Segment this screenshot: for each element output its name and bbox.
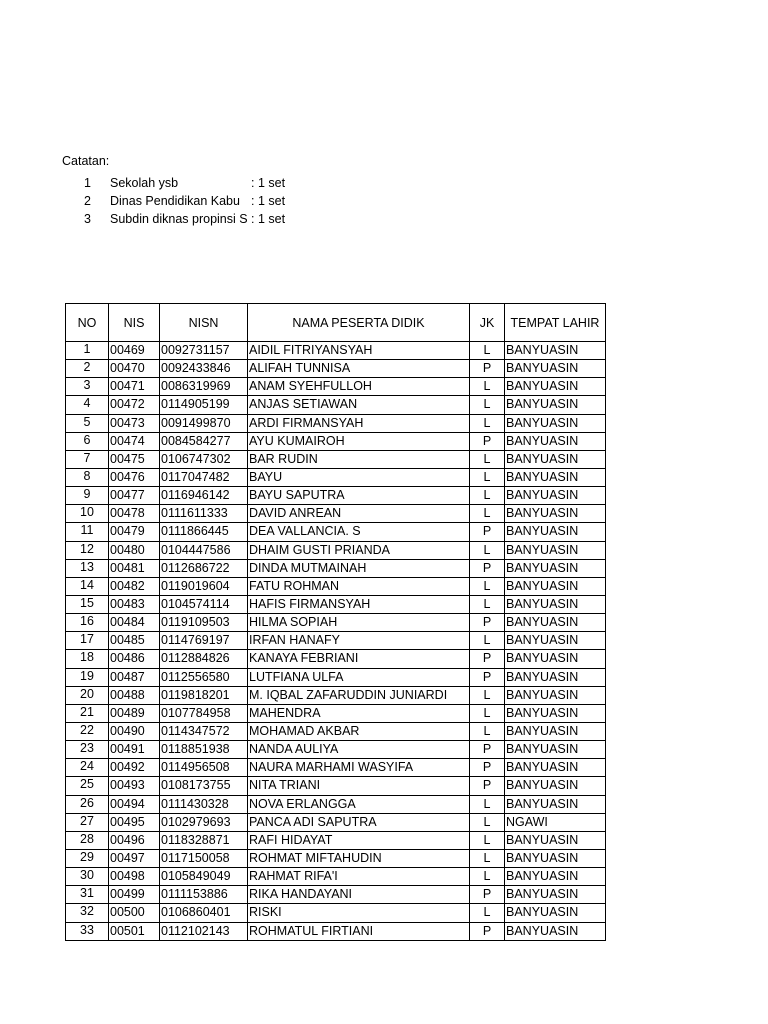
cell-place: BANYUASIN <box>505 378 606 396</box>
cell-place: BANYUASIN <box>505 541 606 559</box>
cell-nisn: 0114956508 <box>160 759 248 777</box>
cell-no: 21 <box>66 704 109 722</box>
cell-name: MAHENDRA <box>248 704 470 722</box>
cell-name: RISKI <box>248 904 470 922</box>
table-row <box>66 378 606 396</box>
cell-no: 20 <box>66 686 109 704</box>
cell-no: 31 <box>66 886 109 904</box>
cell-no: 10 <box>66 505 109 523</box>
table-row <box>66 868 606 886</box>
cell-nisn: 0084584277 <box>160 432 248 450</box>
cell-jk: P <box>470 614 505 632</box>
cell-place: BANYUASIN <box>505 414 606 432</box>
note-label: Sekolah ysb <box>110 176 179 190</box>
cell-jk: L <box>470 342 505 360</box>
cell-nisn: 0117150058 <box>160 849 248 867</box>
cell-jk: P <box>470 922 505 940</box>
cell-name: RAFI HIDAYAT <box>248 831 470 849</box>
cell-nisn: 0092433846 <box>160 360 248 378</box>
table-row <box>66 686 606 704</box>
cell-jk: L <box>470 468 505 486</box>
cell-nis: 00482 <box>109 577 160 595</box>
cell-name: NOVA ERLANGGA <box>248 795 470 813</box>
table-row <box>66 414 606 432</box>
cell-no: 28 <box>66 831 109 849</box>
cell-nis: 00469 <box>109 342 160 360</box>
cell-name: ARDI FIRMANSYAH <box>248 414 470 432</box>
notes-title: Catatan: <box>62 154 110 168</box>
table-row <box>66 432 606 450</box>
cell-no: 7 <box>66 450 109 468</box>
cell-no: 9 <box>66 487 109 505</box>
cell-nisn: 0111611333 <box>160 505 248 523</box>
cell-name: FATU ROHMAN <box>248 577 470 595</box>
table-row <box>66 668 606 686</box>
table-row <box>66 487 606 505</box>
cell-nisn: 0119818201 <box>160 686 248 704</box>
table-row <box>66 342 606 360</box>
cell-nisn: 0112686722 <box>160 559 248 577</box>
note-value: : 1 set <box>251 212 286 226</box>
table-row <box>66 468 606 486</box>
table-row <box>66 849 606 867</box>
cell-jk: L <box>470 904 505 922</box>
table-row <box>66 741 606 759</box>
cell-no: 5 <box>66 414 109 432</box>
cell-jk: L <box>470 813 505 831</box>
cell-nis: 00493 <box>109 777 160 795</box>
cell-place: BANYUASIN <box>505 595 606 613</box>
cell-place: BANYUASIN <box>505 795 606 813</box>
cell-nisn: 0118328871 <box>160 831 248 849</box>
cell-no: 22 <box>66 722 109 740</box>
cell-nisn: 0117047482 <box>160 468 248 486</box>
header-name: NAMA PESERTA DIDIK <box>248 304 470 342</box>
cell-nis: 00481 <box>109 559 160 577</box>
cell-name: AYU KUMAIROH <box>248 432 470 450</box>
cell-place: BANYUASIN <box>505 450 606 468</box>
cell-jk: L <box>470 577 505 595</box>
table-row <box>66 904 606 922</box>
cell-name: RIKA HANDAYANI <box>248 886 470 904</box>
cell-no: 16 <box>66 614 109 632</box>
student-roster-table <box>65 303 606 941</box>
cell-name: NANDA AULIYA <box>248 741 470 759</box>
cell-nisn: 0114905199 <box>160 396 248 414</box>
cell-nis: 00483 <box>109 595 160 613</box>
cell-nis: 00475 <box>109 450 160 468</box>
cell-jk: P <box>470 650 505 668</box>
cell-no: 2 <box>66 360 109 378</box>
cell-no: 18 <box>66 650 109 668</box>
table-row <box>66 595 606 613</box>
cell-place: BANYUASIN <box>505 777 606 795</box>
cell-name: ROHMATUL FIRTIANI <box>248 922 470 940</box>
cell-nis: 00494 <box>109 795 160 813</box>
cell-place: BANYUASIN <box>505 904 606 922</box>
cell-nisn: 0114347572 <box>160 722 248 740</box>
cell-nisn: 0111866445 <box>160 523 248 541</box>
cell-no: 14 <box>66 577 109 595</box>
cell-jk: P <box>470 777 505 795</box>
cell-nisn: 0106747302 <box>160 450 248 468</box>
header-place: TEMPAT LAHIR <box>505 304 606 342</box>
cell-jk: P <box>470 759 505 777</box>
cell-place: BANYUASIN <box>505 650 606 668</box>
cell-place: BANYUASIN <box>505 886 606 904</box>
table-row <box>66 831 606 849</box>
note-value: : 1 set <box>251 194 286 208</box>
table-row <box>66 450 606 468</box>
cell-jk: L <box>470 378 505 396</box>
cell-jk: P <box>470 886 505 904</box>
cell-nis: 00486 <box>109 650 160 668</box>
cell-jk: L <box>470 704 505 722</box>
cell-jk: L <box>470 414 505 432</box>
cell-name: ALIFAH TUNNISA <box>248 360 470 378</box>
cell-no: 4 <box>66 396 109 414</box>
cell-name: ANAM SYEHFULLOH <box>248 378 470 396</box>
table-row <box>66 759 606 777</box>
note-number: 3 <box>84 212 91 226</box>
cell-name: LUTFIANA ULFA <box>248 668 470 686</box>
cell-nis: 00500 <box>109 904 160 922</box>
cell-no: 26 <box>66 795 109 813</box>
cell-nisn: 0091499870 <box>160 414 248 432</box>
cell-name: ANJAS SETIAWAN <box>248 396 470 414</box>
cell-nisn: 0102979693 <box>160 813 248 831</box>
cell-nisn: 0111430328 <box>160 795 248 813</box>
table-row <box>66 886 606 904</box>
cell-nisn: 0112556580 <box>160 668 248 686</box>
cell-name: HAFIS FIRMANSYAH <box>248 595 470 613</box>
cell-no: 24 <box>66 759 109 777</box>
note-number: 2 <box>84 194 91 208</box>
cell-name: KANAYA FEBRIANI <box>248 650 470 668</box>
cell-nis: 00487 <box>109 668 160 686</box>
cell-nis: 00485 <box>109 632 160 650</box>
cell-nis: 00497 <box>109 849 160 867</box>
cell-place: BANYUASIN <box>505 741 606 759</box>
cell-no: 1 <box>66 342 109 360</box>
cell-no: 29 <box>66 849 109 867</box>
cell-jk: L <box>470 541 505 559</box>
cell-place: BANYUASIN <box>505 704 606 722</box>
header-jk: JK <box>470 304 505 342</box>
table-row <box>66 505 606 523</box>
cell-nis: 00476 <box>109 468 160 486</box>
cell-place: BANYUASIN <box>505 868 606 886</box>
cell-nisn: 0116946142 <box>160 487 248 505</box>
cell-jk: L <box>470 450 505 468</box>
cell-jk: L <box>470 487 505 505</box>
cell-name: PANCA ADI SAPUTRA <box>248 813 470 831</box>
cell-jk: L <box>470 632 505 650</box>
cell-name: M. IQBAL ZAFARUDDIN JUNIARDI <box>248 686 470 704</box>
note-label: Dinas Pendidikan Kabu <box>110 194 240 208</box>
cell-place: BANYUASIN <box>505 668 606 686</box>
cell-jk: P <box>470 360 505 378</box>
cell-nis: 00492 <box>109 759 160 777</box>
cell-jk: P <box>470 559 505 577</box>
table-row <box>66 922 606 940</box>
cell-place: NGAWI <box>505 813 606 831</box>
cell-nisn: 0105849049 <box>160 868 248 886</box>
cell-no: 19 <box>66 668 109 686</box>
cell-nisn: 0118851938 <box>160 741 248 759</box>
cell-nis: 00479 <box>109 523 160 541</box>
cell-place: BANYUASIN <box>505 505 606 523</box>
cell-jk: L <box>470 795 505 813</box>
cell-name: NITA TRIANI <box>248 777 470 795</box>
header-nisn: NISN <box>160 304 248 342</box>
cell-place: BANYUASIN <box>505 759 606 777</box>
cell-nisn: 0104574114 <box>160 595 248 613</box>
cell-nisn: 0111153886 <box>160 886 248 904</box>
cell-jk: L <box>470 722 505 740</box>
cell-no: 25 <box>66 777 109 795</box>
cell-place: BANYUASIN <box>505 849 606 867</box>
table-row <box>66 614 606 632</box>
cell-no: 30 <box>66 868 109 886</box>
table-row <box>66 704 606 722</box>
table-header-row <box>66 304 606 342</box>
cell-nis: 00488 <box>109 686 160 704</box>
cell-no: 6 <box>66 432 109 450</box>
cell-place: BANYUASIN <box>505 831 606 849</box>
cell-jk: L <box>470 595 505 613</box>
cell-no: 8 <box>66 468 109 486</box>
cell-jk: L <box>470 849 505 867</box>
cell-jk: L <box>470 396 505 414</box>
cell-place: BANYUASIN <box>505 523 606 541</box>
cell-name: DEA VALLANCIA. S <box>248 523 470 541</box>
cell-name: RAHMAT RIFA'I <box>248 868 470 886</box>
table-row <box>66 360 606 378</box>
cell-nis: 00498 <box>109 868 160 886</box>
cell-nis: 00490 <box>109 722 160 740</box>
cell-no: 17 <box>66 632 109 650</box>
cell-name: HILMA SOPIAH <box>248 614 470 632</box>
cell-place: BANYUASIN <box>505 722 606 740</box>
cell-no: 32 <box>66 904 109 922</box>
header-no: NO <box>66 304 109 342</box>
cell-place: BANYUASIN <box>505 342 606 360</box>
table-row <box>66 396 606 414</box>
cell-name: BAYU <box>248 468 470 486</box>
note-number: 1 <box>84 176 91 190</box>
cell-name: DINDA MUTMAINAH <box>248 559 470 577</box>
cell-nisn: 0114769197 <box>160 632 248 650</box>
cell-nis: 00496 <box>109 831 160 849</box>
cell-nis: 00499 <box>109 886 160 904</box>
cell-no: 15 <box>66 595 109 613</box>
cell-name: MOHAMAD AKBAR <box>248 722 470 740</box>
cell-nis: 00474 <box>109 432 160 450</box>
cell-place: BANYUASIN <box>505 432 606 450</box>
cell-place: BANYUASIN <box>505 577 606 595</box>
cell-nis: 00484 <box>109 614 160 632</box>
note-label: Subdin diknas propinsi S <box>110 212 248 226</box>
header-nis: NIS <box>109 304 160 342</box>
table-row <box>66 650 606 668</box>
cell-nisn: 0112102143 <box>160 922 248 940</box>
cell-no: 23 <box>66 741 109 759</box>
cell-place: BANYUASIN <box>505 614 606 632</box>
cell-place: BANYUASIN <box>505 360 606 378</box>
cell-jk: L <box>470 505 505 523</box>
cell-name: DAVID ANREAN <box>248 505 470 523</box>
cell-place: BANYUASIN <box>505 487 606 505</box>
cell-nis: 00489 <box>109 704 160 722</box>
cell-no: 12 <box>66 541 109 559</box>
cell-no: 3 <box>66 378 109 396</box>
cell-nisn: 0119019604 <box>160 577 248 595</box>
table-row <box>66 559 606 577</box>
cell-nis: 00478 <box>109 505 160 523</box>
cell-jk: L <box>470 686 505 704</box>
cell-nisn: 0092731157 <box>160 342 248 360</box>
table-row <box>66 777 606 795</box>
cell-nis: 00495 <box>109 813 160 831</box>
cell-nis: 00480 <box>109 541 160 559</box>
cell-nis: 00501 <box>109 922 160 940</box>
table-body <box>66 342 606 941</box>
cell-nis: 00472 <box>109 396 160 414</box>
cell-name: NAURA MARHAMI WASYIFA <box>248 759 470 777</box>
table-row <box>66 722 606 740</box>
cell-name: AIDIL FITRIYANSYAH <box>248 342 470 360</box>
table-row <box>66 813 606 831</box>
cell-place: BANYUASIN <box>505 396 606 414</box>
cell-name: DHAIM GUSTI PRIANDA <box>248 541 470 559</box>
cell-nis: 00477 <box>109 487 160 505</box>
cell-nisn: 0112884826 <box>160 650 248 668</box>
cell-jk: P <box>470 523 505 541</box>
table-row <box>66 523 606 541</box>
cell-place: BANYUASIN <box>505 632 606 650</box>
cell-place: BANYUASIN <box>505 468 606 486</box>
cell-no: 13 <box>66 559 109 577</box>
cell-name: IRFAN HANAFY <box>248 632 470 650</box>
table-row <box>66 632 606 650</box>
table-row <box>66 795 606 813</box>
cell-name: BAYU SAPUTRA <box>248 487 470 505</box>
cell-place: BANYUASIN <box>505 922 606 940</box>
cell-nisn: 0106860401 <box>160 904 248 922</box>
cell-jk: L <box>470 831 505 849</box>
cell-no: 27 <box>66 813 109 831</box>
cell-nis: 00471 <box>109 378 160 396</box>
cell-nisn: 0108173755 <box>160 777 248 795</box>
cell-nis: 00491 <box>109 741 160 759</box>
cell-name: ROHMAT MIFTAHUDIN <box>248 849 470 867</box>
cell-nisn: 0119109503 <box>160 614 248 632</box>
cell-place: BANYUASIN <box>505 686 606 704</box>
cell-jk: L <box>470 868 505 886</box>
table-row <box>66 541 606 559</box>
cell-jk: P <box>470 741 505 759</box>
cell-place: BANYUASIN <box>505 559 606 577</box>
cell-name: BAR RUDIN <box>248 450 470 468</box>
cell-nis: 00473 <box>109 414 160 432</box>
cell-nisn: 0086319969 <box>160 378 248 396</box>
note-value: : 1 set <box>251 176 286 190</box>
cell-nis: 00470 <box>109 360 160 378</box>
cell-no: 33 <box>66 922 109 940</box>
table-row <box>66 577 606 595</box>
cell-jk: P <box>470 668 505 686</box>
cell-jk: P <box>470 432 505 450</box>
cell-nisn: 0104447586 <box>160 541 248 559</box>
cell-nisn: 0107784958 <box>160 704 248 722</box>
cell-no: 11 <box>66 523 109 541</box>
